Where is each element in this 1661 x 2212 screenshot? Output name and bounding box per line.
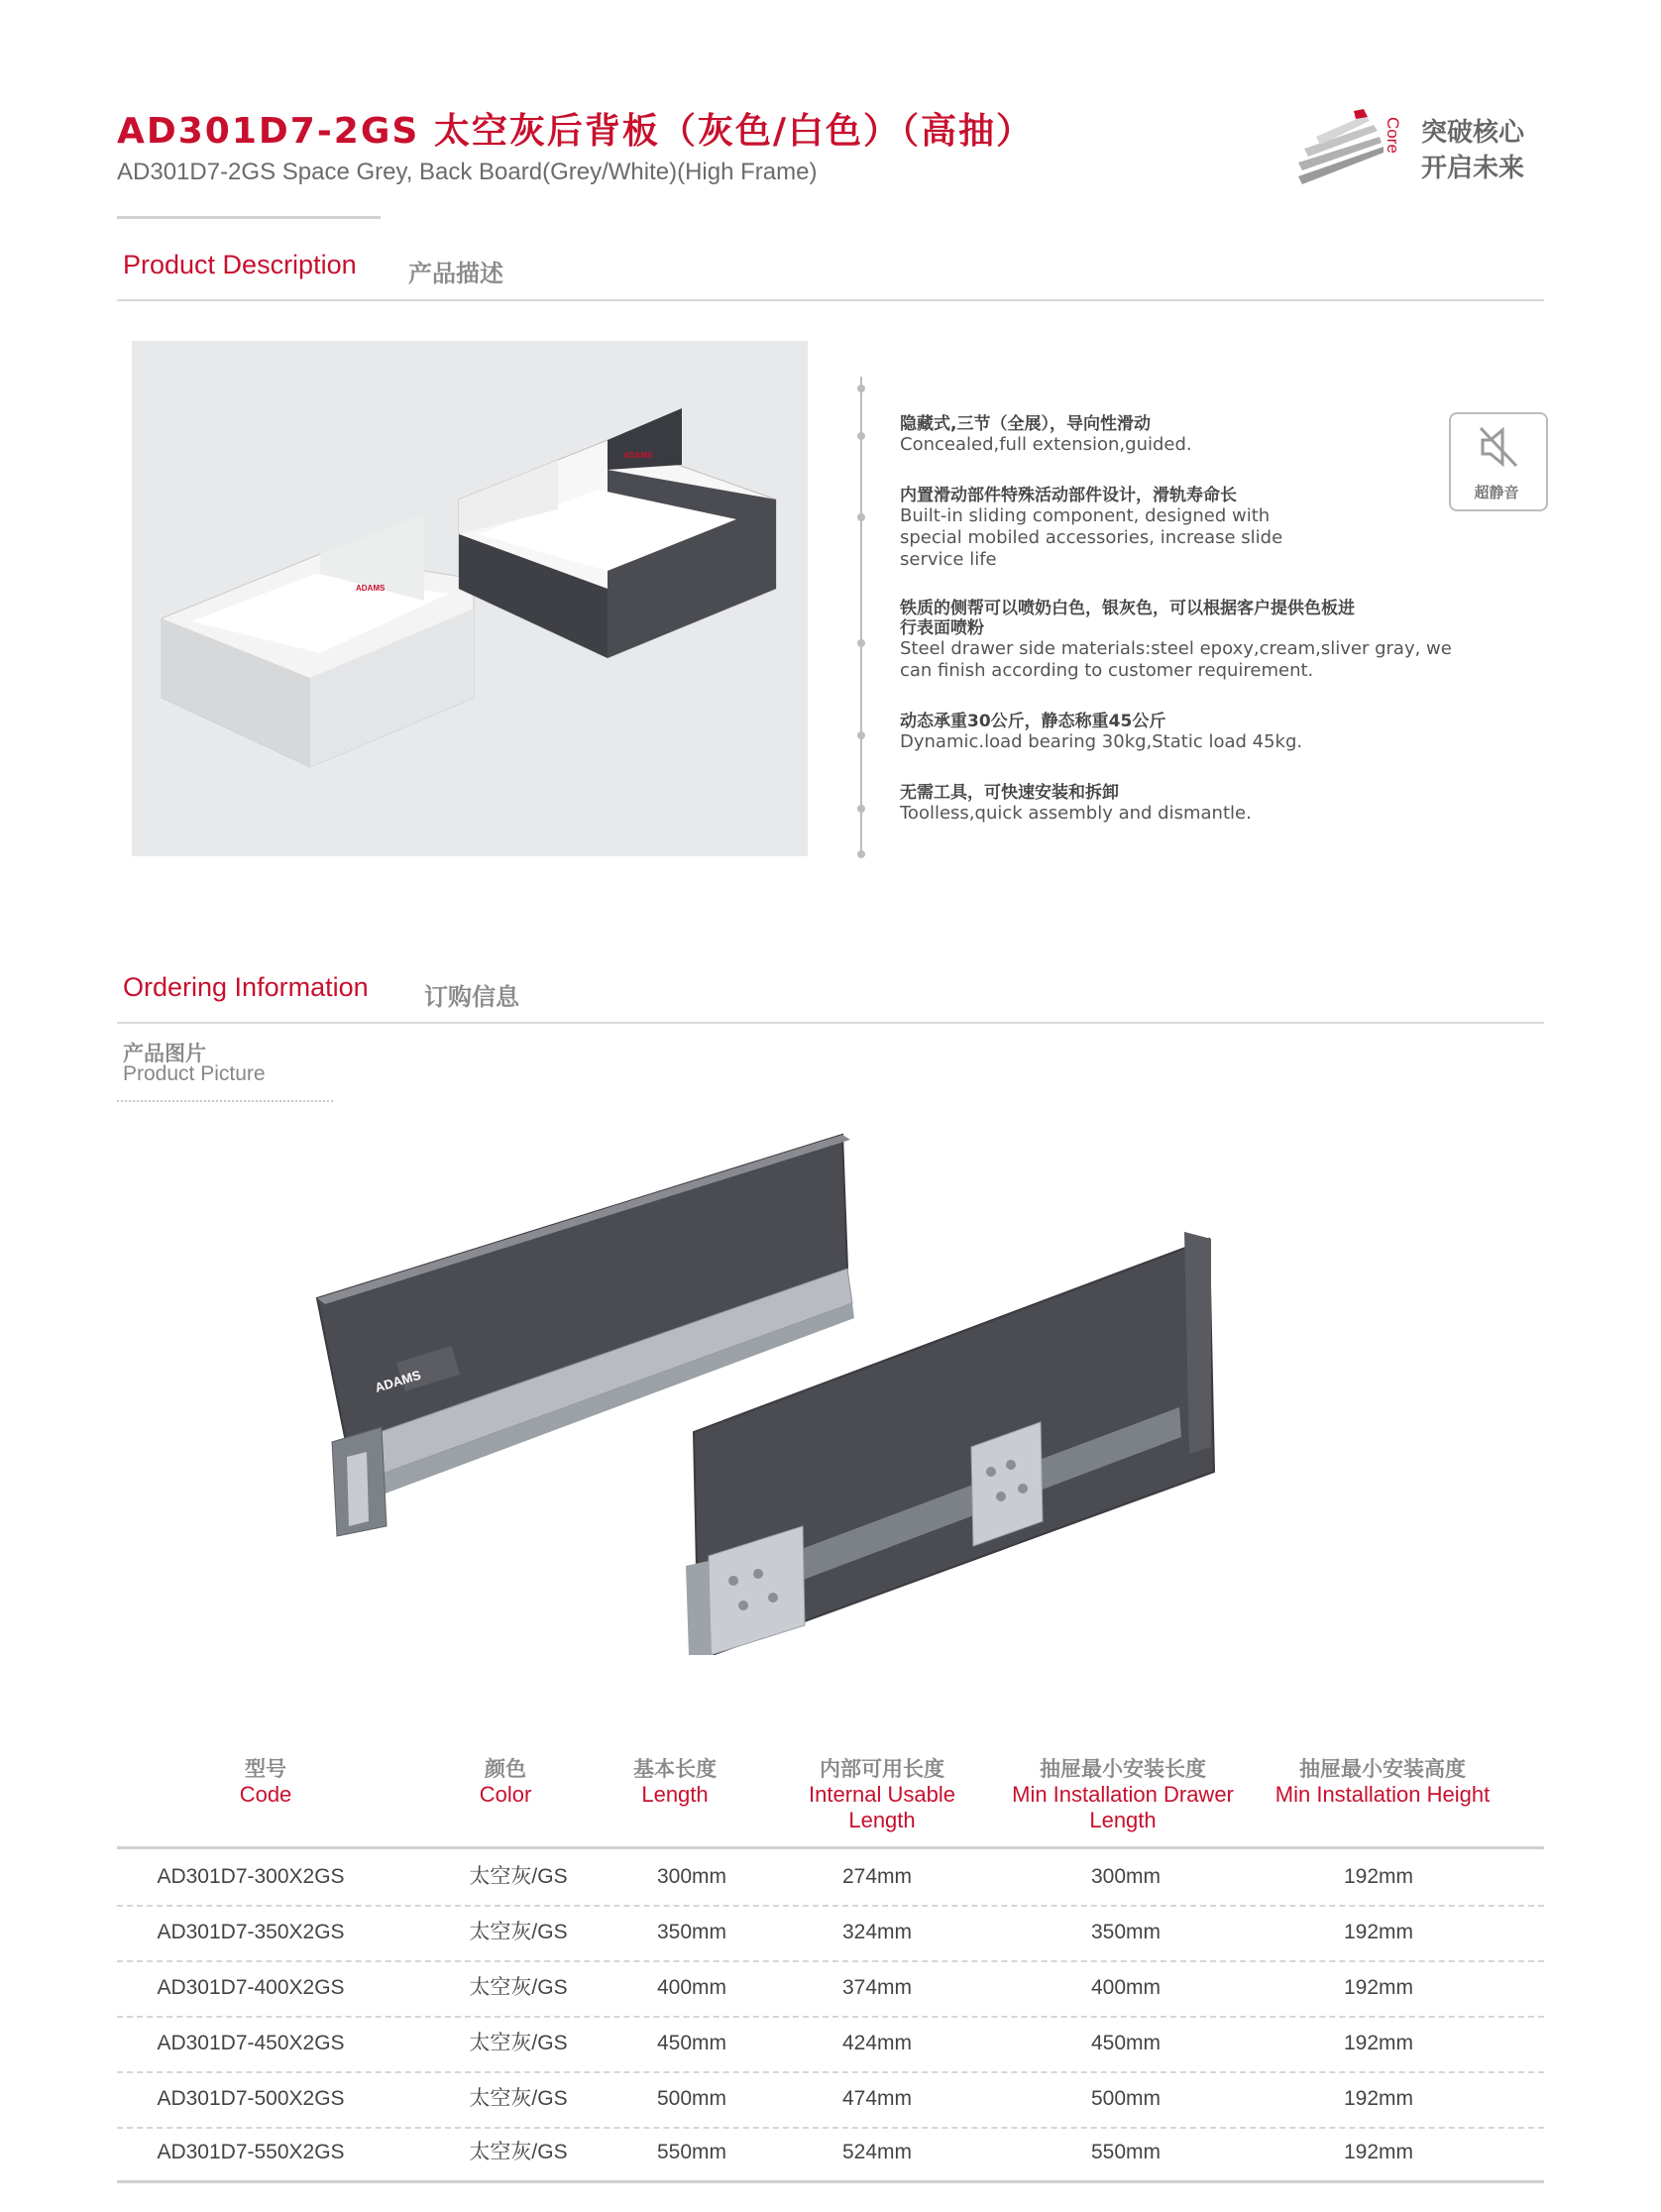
product-picture-divider bbox=[117, 1100, 333, 1102]
section-title-ordering: Ordering Information bbox=[123, 972, 369, 1002]
feature-cn: 内置滑动部件特殊活动部件设计，滑轨寿命长 bbox=[900, 486, 1237, 505]
cell-length: 300mm bbox=[656, 1865, 727, 1888]
feature-dot bbox=[857, 731, 865, 739]
cell-length: 400mm bbox=[656, 1976, 727, 1999]
cell-min-drawer-length: 500mm bbox=[1090, 2087, 1162, 2110]
cell-min-height: 192mm bbox=[1343, 2087, 1414, 2110]
column-header-en: Min Installation Drawer Length bbox=[1012, 1782, 1234, 1832]
cell-min-height: 192mm bbox=[1343, 2141, 1414, 2163]
cell-code: AD301D7-550X2GS bbox=[157, 2141, 345, 2163]
brand-logo-icon bbox=[1294, 107, 1389, 190]
table-row bbox=[117, 2071, 1544, 2127]
cell-internal-length: 474mm bbox=[841, 2087, 913, 2110]
feature-item bbox=[900, 486, 1336, 571]
photo-brand-label-3: ADAMS bbox=[373, 1367, 423, 1395]
feature-en: Steel drawer side materials:steel epoxy,cream,sliver gray, we can finish according to customer requirement. bbox=[900, 638, 1452, 681]
column-header-en: Code bbox=[239, 1782, 292, 1807]
product-picture-label-cn: 产品图片 bbox=[123, 1042, 206, 1065]
feature-item bbox=[900, 783, 1495, 825]
product-picture-label-en: Product Picture bbox=[123, 1062, 266, 1085]
column-header-length bbox=[576, 1756, 774, 1808]
column-header-cn: 颜色 bbox=[485, 1757, 526, 1781]
drawer-side-panels-illustration bbox=[307, 1120, 1229, 1655]
feature-cn: 动态承重30公斤，静态称重45公斤 bbox=[900, 712, 1166, 731]
table-bottom-rule bbox=[117, 2180, 1544, 2183]
cell-code: AD301D7-500X2GS bbox=[157, 2087, 345, 2110]
cell-min-height: 192mm bbox=[1343, 1976, 1414, 1999]
feature-dot bbox=[857, 850, 865, 858]
cell-min-height: 192mm bbox=[1343, 2032, 1414, 2054]
cell-internal-length: 374mm bbox=[841, 1976, 913, 1999]
feature-cn: 铁质的侧帮可以喷奶白色，银灰色，可以根据客户提供色板进行表面喷粉 bbox=[900, 599, 1355, 638]
cell-length: 350mm bbox=[656, 1921, 727, 1943]
section-divider bbox=[117, 1022, 1544, 1024]
page-title: AD301D7-2GS 太空灰后背板（灰色/白色）（高抽） bbox=[117, 111, 1034, 152]
mute-speaker-icon bbox=[1451, 414, 1546, 484]
feature-dot bbox=[857, 513, 865, 521]
column-header-min-height bbox=[1269, 1756, 1496, 1808]
cell-min-drawer-length: 450mm bbox=[1090, 2032, 1162, 2054]
product-photo bbox=[132, 341, 808, 856]
cell-min-height: 192mm bbox=[1343, 1865, 1414, 1888]
table-row bbox=[117, 1849, 1544, 1905]
cell-min-drawer-length: 350mm bbox=[1090, 1921, 1162, 1943]
feature-en: Concealed,full extension,guided. bbox=[900, 434, 1192, 455]
feature-dot bbox=[857, 805, 865, 813]
feature-cn: 隐藏式,三节（全展），导向性滑动 bbox=[900, 414, 1151, 434]
column-header-min-drawer-length bbox=[1009, 1756, 1237, 1833]
cell-color: 太空灰/GS bbox=[469, 1865, 568, 1888]
cell-internal-length: 524mm bbox=[841, 2141, 913, 2163]
cell-min-drawer-length: 550mm bbox=[1090, 2141, 1162, 2163]
table-row bbox=[117, 1960, 1544, 2016]
feature-dot bbox=[857, 432, 865, 440]
cell-code: AD301D7-450X2GS bbox=[157, 2032, 345, 2054]
feature-cn: 无需工具，可快速安装和拆卸 bbox=[900, 783, 1119, 803]
cell-length: 550mm bbox=[656, 2141, 727, 2163]
cell-code: AD301D7-300X2GS bbox=[157, 1865, 345, 1888]
cell-length: 450mm bbox=[656, 2032, 727, 2054]
column-header-color bbox=[406, 1756, 605, 1808]
logo-slogan-line2: 开启未来 bbox=[1421, 154, 1525, 183]
column-header-en: Length bbox=[641, 1782, 709, 1807]
cell-length: 500mm bbox=[656, 2087, 727, 2110]
table-row bbox=[117, 2125, 1544, 2180]
section-divider bbox=[117, 299, 1544, 301]
feature-item bbox=[900, 414, 1495, 456]
drawer-boxes-illustration bbox=[132, 341, 808, 856]
column-header-cn: 抽屉最小安装长度 bbox=[1040, 1757, 1206, 1781]
column-header-internal-length bbox=[783, 1756, 981, 1833]
cell-code: AD301D7-350X2GS bbox=[157, 1921, 345, 1943]
feature-item bbox=[900, 599, 1455, 682]
column-header-en: Internal Usable Length bbox=[809, 1782, 955, 1832]
section-title-description-cn: 产品描述 bbox=[408, 260, 503, 287]
column-header-cn: 抽屉最小安装高度 bbox=[1299, 1757, 1466, 1781]
table-row bbox=[117, 1905, 1544, 1960]
cell-color: 太空灰/GS bbox=[469, 2032, 568, 2054]
cell-internal-length: 324mm bbox=[841, 1921, 913, 1943]
page-subtitle: AD301D7-2GS Space Grey, Back Board(Grey/White)(High Frame) bbox=[117, 159, 818, 185]
section-title-description: Product Description bbox=[123, 250, 357, 279]
feature-dot bbox=[857, 639, 865, 647]
cell-min-height: 192mm bbox=[1343, 1921, 1414, 1943]
cell-internal-length: 274mm bbox=[841, 1865, 913, 1888]
photo-brand-label-2: ADAMS bbox=[623, 451, 653, 460]
table-row bbox=[117, 2016, 1544, 2071]
column-header-code bbox=[166, 1756, 365, 1808]
column-header-en: Min Installation Height bbox=[1274, 1782, 1491, 1807]
feature-dot bbox=[857, 385, 865, 392]
column-header-cn: 基本长度 bbox=[633, 1757, 717, 1781]
section-title-ordering-cn: 订购信息 bbox=[424, 983, 519, 1011]
cell-min-drawer-length: 300mm bbox=[1090, 1865, 1162, 1888]
feature-timeline bbox=[860, 377, 862, 856]
column-header-en: Color bbox=[479, 1782, 532, 1807]
cell-color: 太空灰/GS bbox=[469, 2141, 568, 2163]
cell-min-drawer-length: 400mm bbox=[1090, 1976, 1162, 1999]
cell-color: 太空灰/GS bbox=[469, 1921, 568, 1943]
silent-badge-label: 超静音 bbox=[1474, 484, 1519, 501]
feature-item bbox=[900, 712, 1495, 753]
feature-en: Built-in sliding component, designed with special mobiled accessories, increase slide service life bbox=[900, 505, 1283, 570]
photo-brand-label-1: ADAMS bbox=[356, 584, 386, 593]
logo-core-text: Core bbox=[1384, 117, 1402, 154]
feature-en: Toolless,quick assembly and dismantle. bbox=[900, 803, 1252, 824]
feature-en: Dynamic.load bearing 30kg,Static load 45kg. bbox=[900, 731, 1303, 752]
title-divider bbox=[117, 216, 381, 219]
logo-slogan-line1: 突破核心 bbox=[1421, 118, 1525, 148]
cell-color: 太空灰/GS bbox=[469, 2087, 568, 2110]
column-header-cn: 型号 bbox=[245, 1757, 286, 1781]
cell-code: AD301D7-400X2GS bbox=[157, 1976, 345, 1999]
column-header-cn: 内部可用长度 bbox=[820, 1757, 944, 1781]
cell-internal-length: 424mm bbox=[841, 2032, 913, 2054]
logo-slogan bbox=[1421, 115, 1524, 186]
cell-color: 太空灰/GS bbox=[469, 1976, 568, 1999]
